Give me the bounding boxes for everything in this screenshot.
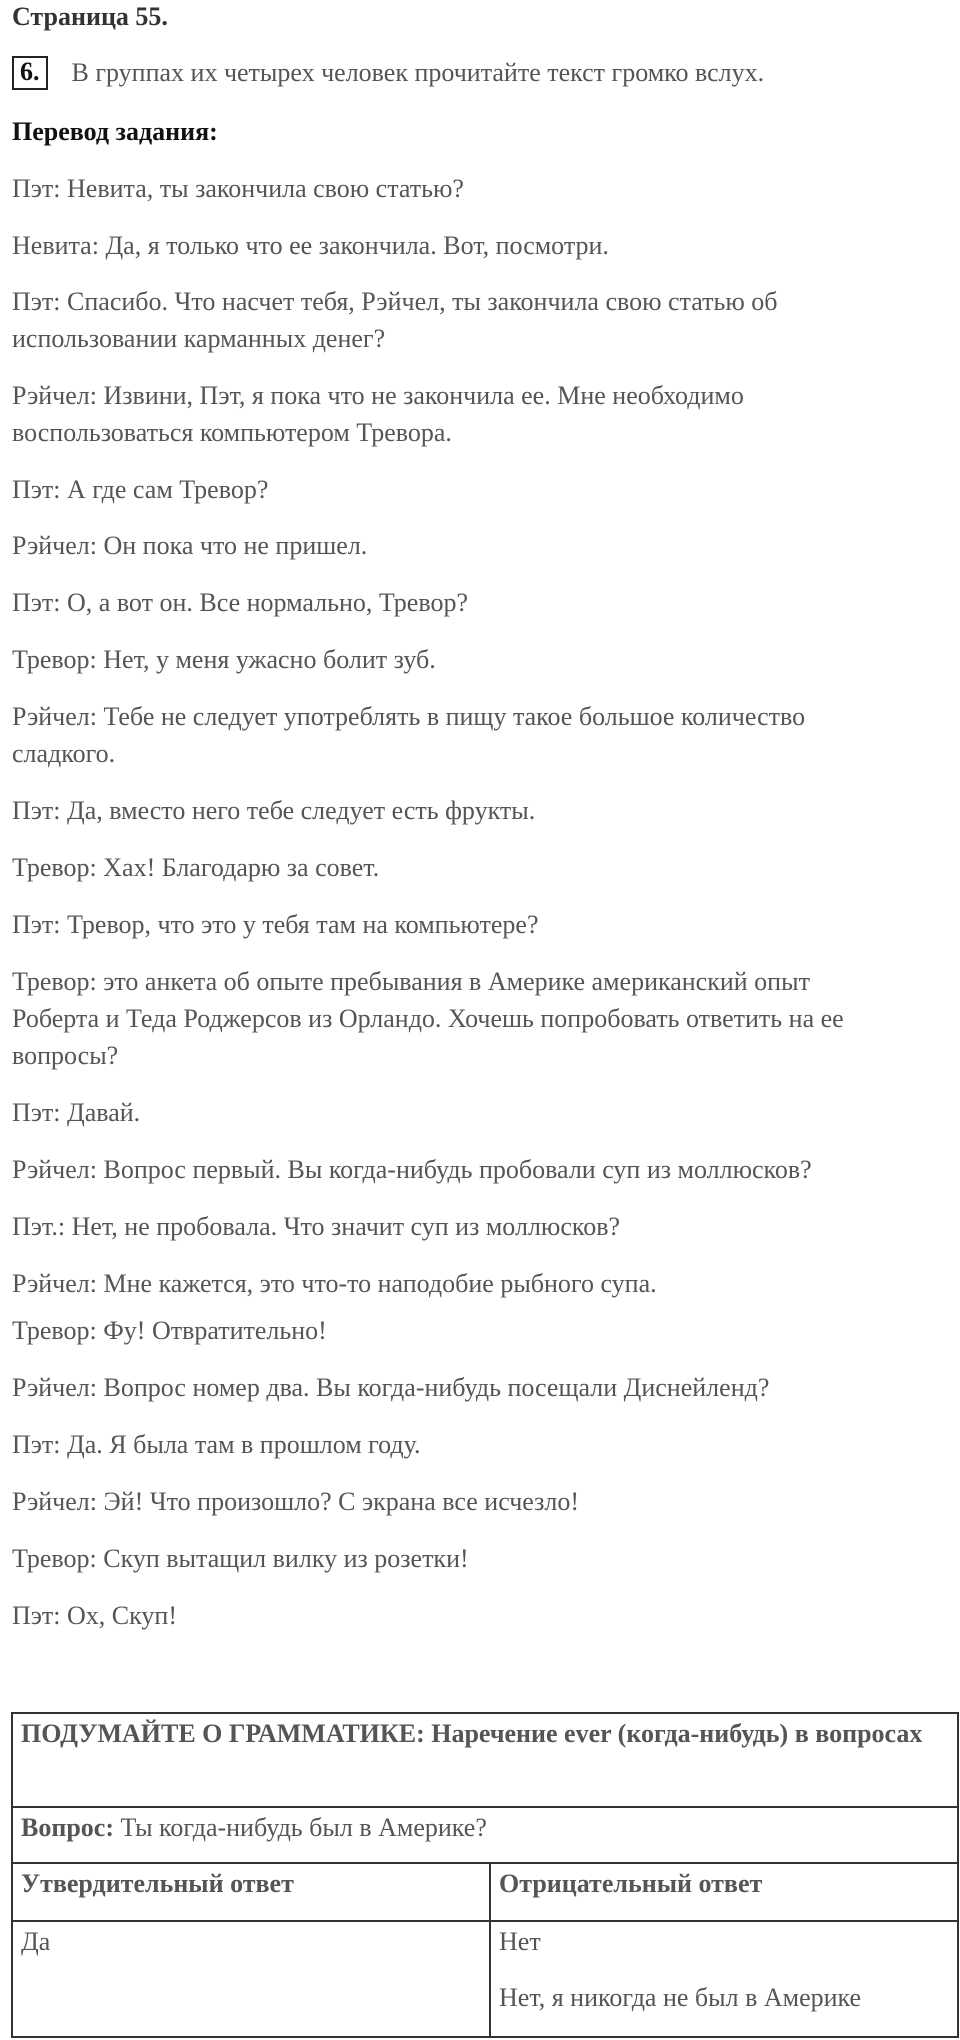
negative-answer-full: Нет, я никогда не был в Америке xyxy=(499,1983,862,2012)
negative-answer-cell xyxy=(490,1921,958,2037)
dialogue-line: Пэт: А где сам Тревор? xyxy=(12,475,269,504)
positive-answer-header: Утвердительный ответ xyxy=(12,1863,490,1921)
dialogue-line: вопросы? xyxy=(12,1041,119,1070)
dialogue-line: использовании карманных денег? xyxy=(12,324,386,353)
dialogue-line: Пэт: Тревор, что это у тебя там на компьютере? xyxy=(12,910,539,939)
dialogue-line: Рэйчел: Тебе не следует употреблять в пищу такое большое количество xyxy=(12,702,806,731)
dialogue-line: Рэйчел: Вопрос первый. Вы когда-нибудь пробовали суп из моллюсков? xyxy=(12,1155,812,1184)
task-text: В группах их четырех человек прочитайте текст громко вслух. xyxy=(71,58,765,87)
dialogue-line: Тревор: это анкета об опыте пребывания в Америке американский опыт xyxy=(12,967,810,996)
dialogue-line: Рэйчел: Эй! Что произошло? С экрана все исчезло! xyxy=(12,1487,580,1516)
dialogue-line: Пэт: Да. Я была там в прошлом году. xyxy=(12,1430,421,1459)
translation-heading: Перевод задания: xyxy=(12,117,218,146)
question-label: Вопрос: xyxy=(21,1813,114,1842)
dialogue-line: Рэйчел: Вопрос номер два. Вы когда-нибудь посещали Диснейленд? xyxy=(12,1373,770,1402)
dialogue-line: Пэт: Давай. xyxy=(12,1098,141,1127)
grammar-question xyxy=(12,1807,958,1863)
dialogue-line: Тревор: Фу! Отвратительно! xyxy=(12,1316,327,1345)
dialogue-line: Рэйчел: Он пока что не пришел. xyxy=(12,531,368,560)
dialogue-line: сладкого. xyxy=(12,739,116,768)
negative-answer-header: Отрицательный ответ xyxy=(490,1863,958,1921)
question-text: Ты когда-нибудь был в Америке? xyxy=(113,1813,487,1842)
dialogue-line: Невита: Да, я только что ее закончила. Вот, посмотри. xyxy=(12,231,609,260)
dialogue-line: Пэт: О, а вот он. Все нормально, Тревор? xyxy=(12,588,468,617)
dialogue-line: Пэт.: Нет, не пробовала. Что значит суп из моллюсков? xyxy=(12,1212,621,1241)
page-heading: Страница 55. xyxy=(12,2,168,31)
dialogue-line: Тревор: Хах! Благодарю за совет. xyxy=(12,853,380,882)
dialogue-line: Пэт: Ох, Скуп! xyxy=(12,1601,177,1630)
dialogue-line: Роберта и Теда Роджерсов из Орландо. Хочешь попробовать ответить на ее xyxy=(12,1004,844,1033)
dialogue-line: Рэйчел: Мне кажется, это что-то наподобие рыбного супа. xyxy=(12,1269,657,1298)
dialogue-line: Пэт: Спасибо. Что насчет тебя, Рэйчел, ты закончила свою статью об xyxy=(12,287,778,316)
dialogue-line: воспользоваться компьютером Тревора. xyxy=(12,418,452,447)
positive-answer-cell xyxy=(12,1921,490,2037)
dialogue-line: Тревор: Нет, у меня ужасно болит зуб. xyxy=(12,645,436,674)
dialogue-line: Рэйчел: Извини, Пэт, я пока что не закончила ее. Мне необходимо xyxy=(12,381,744,410)
dialogue-line: Тревор: Скуп вытащил вилку из розетки! xyxy=(12,1544,469,1573)
task-number: 6. xyxy=(12,56,48,90)
grammar-table xyxy=(11,1712,959,2038)
negative-answer-short: Нет xyxy=(499,1927,541,1956)
dialogue-line: Пэт: Невита, ты закончила свою статью? xyxy=(12,174,464,203)
grammar-title: ПОДУМАЙТЕ О ГРАММАТИКЕ: Наречение ever (когда-нибудь) в вопросах xyxy=(12,1713,958,1807)
dialogue-line: Пэт: Да, вместо него тебе следует есть фрукты. xyxy=(12,796,536,825)
positive-answer: Да xyxy=(21,1927,51,1956)
task-line xyxy=(12,54,764,91)
